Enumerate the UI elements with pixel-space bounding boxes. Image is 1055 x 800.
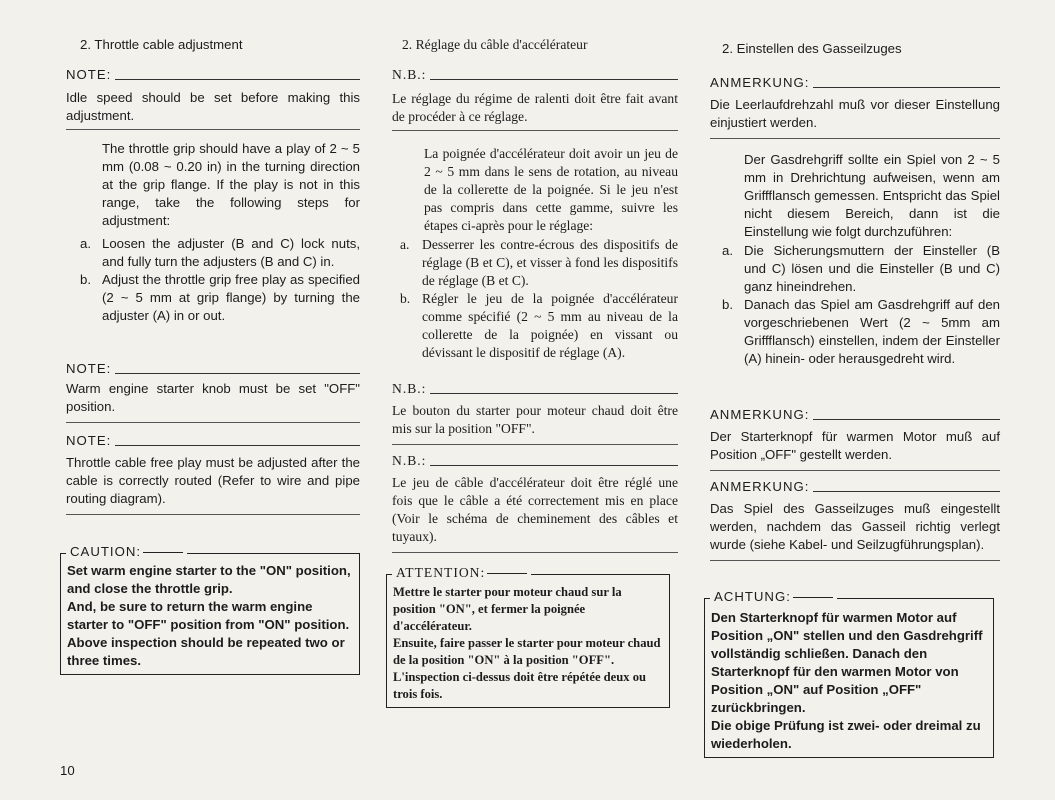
en-note3-text: Throttle cable free play must be adjusted after the cable is correctly routed (Refer to wire and pipe routing diagram).	[66, 454, 360, 515]
fr-note3-text: Le jeu de câble d'accélérateur doit être réglé une fois que le câble a été correctement mis en place (Voir le schéma de cheminement des câbles et tuyaux).	[392, 474, 678, 553]
en-caution-line-2: And, be sure to return the warm engine starter to "OFF" position from "ON" position.	[67, 599, 350, 632]
fr-note1-heading	[392, 66, 678, 84]
fr-steps	[400, 236, 678, 362]
en-note2-heading	[66, 360, 360, 378]
fr-step-b	[400, 290, 678, 362]
fr-note3-label: N.B.:	[392, 453, 427, 468]
fr-step-b-marker: b.	[400, 291, 411, 306]
fr-intro: La poignée d'accélérateur doit avoir un jeu de 2 ~ 5 mm dans le sens de rotation, au niveau de la collerette de la poignée. Si le jeu n'est pas compris dans cette gamme, suivre les étapes ci-après pour le réglage:	[424, 146, 678, 233]
de-caution-box	[704, 589, 994, 758]
fr-caution-line-2: Ensuite, faire passer le starter pour moteur chaud de la position "ON" à la position "OFF".	[393, 636, 661, 667]
en-step-a-text: Loosen the adjuster (B and C) lock nuts, and fully turn the adjusters (B and C) in.	[102, 236, 360, 269]
fr-note1-label: N.B.:	[392, 67, 427, 82]
fr-note2-text: Le bouton du starter pour moteur chaud doit être mis sur la position "OFF".	[392, 402, 678, 445]
fr-note3-heading	[392, 452, 678, 470]
de-caution-label: ACHTUNG:	[714, 589, 791, 604]
fr-caution-title	[392, 564, 531, 582]
de-step-b-marker: b.	[722, 297, 733, 312]
fr-step-a-marker: a.	[400, 237, 410, 252]
en-caution-line-3: Above inspection should be repeated two or three times.	[67, 635, 345, 668]
fr-caution-line-3: L'inspection ci-dessus doit être répétée deux ou trois fois.	[393, 670, 647, 701]
de-caution-line-1: Den Starterknopf für warmen Motor auf Position „ON" stellen und den Gasdrehgriff vollständig schließen. Danach den Starterknopf für den warmen Motor von Position „ON" auf Position „OFF" zurückbringen.	[711, 610, 983, 715]
de-step-a-text: Die Sicherungsmuttern der Einsteller (B und C) lösen und die Einsteller (B und C) ganz hineindrehen.	[744, 243, 1000, 294]
en-caution-title-rule	[143, 552, 183, 553]
en-note3-rule	[115, 445, 360, 446]
de-note2-label: ANMERKUNG:	[710, 407, 810, 422]
en-step-a-marker: a.	[80, 236, 91, 251]
en-note2-label: NOTE:	[66, 361, 112, 376]
de-note2-heading	[710, 406, 1000, 424]
de-note1-label: ANMERKUNG:	[710, 75, 810, 90]
de-step-b	[722, 296, 1000, 368]
fr-note2-rule	[430, 393, 678, 394]
fr-section-title: 2. Réglage du câble d'accélérateur	[402, 37, 588, 52]
en-steps	[80, 235, 360, 325]
de-caution-title-rule	[793, 597, 833, 598]
fr-note3-rule	[430, 465, 678, 466]
de-caution-line-2: Die obige Prüfung ist zwei- oder dreimal zu wiederholen.	[711, 718, 981, 751]
fr-note2-heading	[392, 380, 678, 398]
de-note3-text: Das Spiel des Gasseilzuges muß eingestellt werden, nachdem das Gasseil richtig verlegt wurde (siehe Kabel- und Seilzugführungsplan).	[710, 500, 1000, 561]
en-caution-title	[66, 543, 187, 561]
en-step-b-marker: b.	[80, 272, 91, 287]
de-section-title: 2. Einstellen des Gasseilzuges	[722, 41, 902, 56]
en-section-title: 2. Throttle cable adjustment	[80, 37, 243, 52]
de-note3-rule	[813, 491, 1000, 492]
en-caution-line-1: Set warm engine starter to the "ON" position, and close the throttle grip.	[67, 563, 351, 596]
fr-note1-rule	[430, 79, 678, 80]
fr-caution-frame	[386, 574, 670, 708]
en-note3-label: NOTE:	[66, 433, 112, 448]
en-intro: The throttle grip should have a play of 2 ~ 5 mm (0.08 ~ 0.20 in) in the turning direction at the grip flange. If the play is not in this range, take the following steps for adjustment:	[102, 141, 360, 228]
en-note2-rule	[115, 373, 360, 374]
de-note3-heading	[710, 478, 1000, 496]
de-step-b-text: Danach das Spiel am Gasdrehgriff auf den vorgeschriebenen Wert (2 ~ 5mm am Griffflansch) einstellen, indem der Einsteller (A) hinein- oder herausgedreht wird.	[744, 297, 1000, 366]
en-step-b-text: Adjust the throttle grip free play as specified (2 ~ 5 mm at grip flange) by turning the adjuster (A) in or out.	[102, 272, 360, 323]
de-note1-text: Die Leerlaufdrehzahl muß vor dieser Einstellung einjustiert werden.	[710, 96, 1000, 139]
de-note1-heading	[710, 74, 1000, 92]
en-note1-text: Idle speed should be set before making this adjustment.	[66, 89, 360, 130]
fr-caution-title-rule	[487, 573, 527, 574]
en-note1-heading	[66, 66, 360, 84]
de-note2-rule	[813, 419, 1000, 420]
fr-note2-label: N.B.:	[392, 381, 427, 396]
de-caution-frame	[704, 598, 994, 758]
de-caution-title	[710, 588, 837, 606]
en-caution-frame	[60, 553, 360, 675]
de-note1-rule	[813, 87, 1000, 88]
fr-step-b-text: Régler le jeu de la poignée d'accélérateur comme spécifié (2 ~ 5 mm au niveau de la collerette de la poignée) en vissant ou dévissant le dispositif de réglage (A).	[422, 291, 678, 360]
en-note1-label: NOTE:	[66, 67, 112, 82]
en-note3-heading	[66, 432, 360, 450]
de-step-a-marker: a.	[722, 243, 733, 258]
fr-step-a-text: Desserrer les contre-écrous des dispositifs de réglage (B et C), et visser à fond les dispositifs de réglage (B et C).	[422, 237, 678, 288]
fr-caution-line-1: Mettre le starter pour moteur chaud sur la position "ON", et fermer la poignée d'accélérateur.	[393, 585, 622, 633]
de-intro: Der Gasdrehgriff sollte ein Spiel von 2 ~ 5 mm in Drehrichtung aufweisen, wenn am Griffflansch gemessen. Entspricht das Spiel nicht diesem Bereich, dann ist die Einstellung wie folgt durchzuführen:	[744, 152, 1000, 239]
fr-note1-text: Le réglage du régime de ralenti doit être fait avant de procéder à ce réglage.	[392, 90, 678, 131]
en-caution-box	[60, 544, 360, 675]
fr-caution-box	[386, 565, 670, 708]
en-step-b	[80, 271, 360, 325]
de-note3-label: ANMERKUNG:	[710, 479, 810, 494]
en-note2-text: Warm engine starter knob must be set "OFF" position.	[66, 380, 360, 423]
fr-step-a	[400, 236, 678, 290]
en-note1-rule	[115, 79, 360, 80]
page-number: 10	[60, 763, 75, 778]
de-step-a	[722, 242, 1000, 296]
de-steps	[722, 242, 1000, 368]
en-step-a	[80, 235, 360, 271]
de-note2-text: Der Starterknopf für warmen Motor muß auf Position „OFF" gestellt werden.	[710, 428, 1000, 471]
fr-caution-label: ATTENTION:	[396, 565, 486, 580]
en-caution-label: CAUTION:	[70, 544, 142, 559]
